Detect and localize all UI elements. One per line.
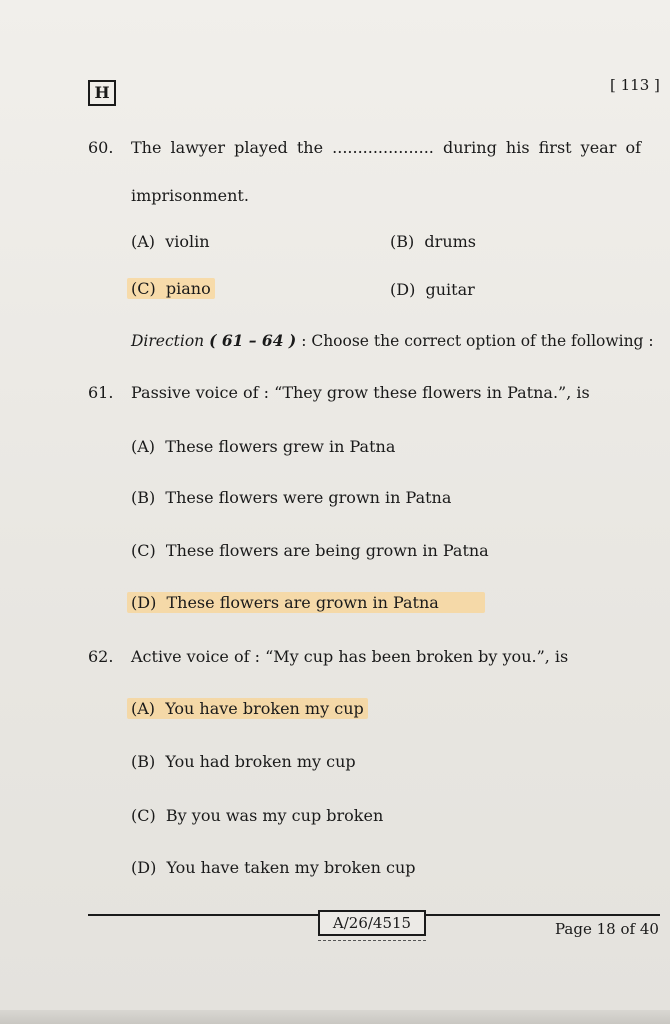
option-b [131,488,451,507]
option-label: (C) [131,279,156,298]
set-label-box: H [88,80,116,106]
direction-line [131,331,654,350]
option-text: These flowers grew in Patna [165,437,396,456]
option-d [390,280,475,299]
option-text: By you was my cup broken [165,806,384,825]
option-label: (A) [131,437,156,456]
footer-dashes [318,940,426,941]
option-label: (A) [131,699,156,718]
direction-range: ( 61 – 64 ) [209,331,297,350]
option-text: These flowers were grown in Patna [165,488,452,507]
option-d [131,858,416,877]
option-text: You have broken my cup [165,699,364,718]
option-label: (B) [131,488,156,507]
question-text: Passive voice of : “They grow these flowers in Patna.”, is [131,383,590,402]
option-label: (B) [390,232,415,251]
option-d [131,593,485,612]
option-label: (B) [131,752,156,771]
option-a [131,699,368,718]
option-label: (D) [131,858,157,877]
direction-word: Direction [131,332,205,350]
option-label: (D) [131,593,157,612]
question-number: 60. [88,138,114,157]
question-text: Active voice of : “My cup has been broken by you.”, is [131,647,569,666]
paper-code: A/26/4515 [318,910,426,936]
option-text: guitar [425,280,475,299]
question-text: The lawyer played the .................... during his first year of [131,138,641,157]
option-c [131,541,489,560]
option-text: drums [424,232,476,251]
option-a [131,437,395,456]
direction-text: : Choose the correct option of the following : [301,332,654,350]
question-number: 61. [88,383,114,402]
question-text-continued: imprisonment. [131,186,249,205]
option-label: (A) [131,232,156,251]
option-label: (D) [390,280,416,299]
option-c [131,806,383,825]
page-number: Page 18 of 40 [555,920,659,938]
option-text: You had broken my cup [165,752,356,771]
answer-highlight [127,278,215,299]
option-text: These flowers are being grown in Patna [165,541,489,560]
page-edge [0,1010,670,1024]
option-a [131,232,210,251]
option-text: piano [165,279,211,298]
answer-highlight [127,592,485,613]
option-text: violin [165,232,210,251]
answer-highlight [127,698,368,719]
option-label: (C) [131,541,156,560]
page-code: [ 113 ] [610,76,660,94]
question-number: 62. [88,647,114,666]
option-label: (C) [131,806,156,825]
option-text: You have taken my broken cup [166,858,416,877]
option-b [390,232,476,251]
option-c [131,279,215,298]
option-text: These flowers are grown in Patna [166,593,439,612]
option-b [131,752,356,771]
